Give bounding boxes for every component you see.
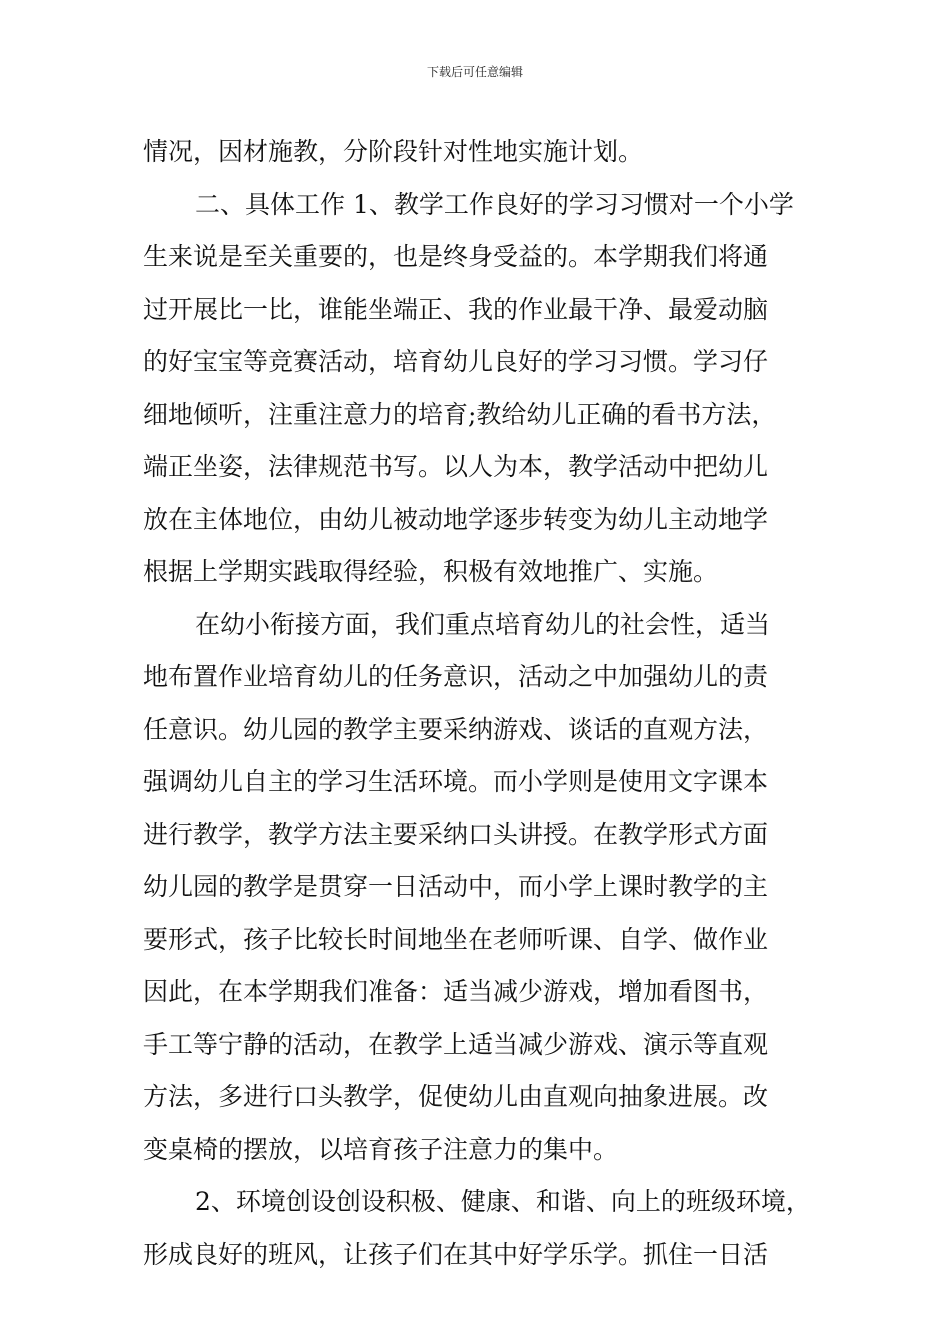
text-line: 细地倾听，注重注意力的培育;教给幼儿正确的看书方法， — [143, 399, 777, 429]
text-line: 强调幼儿自主的学习生活环境。而小学则是使用文字课本 — [143, 767, 769, 796]
text-line: 端正坐姿，法律规范书写。以人为本，教学活动中把幼儿 — [143, 452, 769, 481]
text-line: 变桌椅的摆放，以培育孩子注意力的集中。 — [143, 1134, 619, 1164]
text-line: 方法，多进行口头教学，促使幼儿由直观向抽象进展。改 — [143, 1082, 769, 1111]
text-line: 幼儿园的教学是贯穿一日活动中，而小学上课时教学的主 — [143, 872, 769, 901]
text-line: 的好宝宝等竞赛活动，培育幼儿良好的学习习惯。学习仔 — [143, 347, 769, 376]
text-line: 手工等宁静的活动，在教学上适当减少游戏、演示等直观 — [143, 1029, 769, 1059]
text-line: 放在主体地位，由幼儿被动地学逐步转变为幼儿主动地学 — [143, 504, 769, 534]
text-line: 在幼小衔接方面，我们重点培育幼儿的社会性，适当 — [195, 609, 771, 639]
text-line: 地布置作业培育幼儿的任务意识，活动之中加强幼儿的责 — [143, 662, 769, 691]
text-line: 生来说是至关重要的，也是终身受益的。本学期我们将通 — [143, 242, 769, 271]
text-line: 要形式，孩子比较长时间地坐在老师听课、自学、做作业 — [143, 924, 769, 954]
text-line: 二、具体工作 1、教学工作良好的学习习惯对一个小学 — [195, 189, 794, 219]
text-line: 任意识。幼儿园的教学主要采纳游戏、谈话的直观方法， — [143, 714, 769, 744]
text-line: 过开展比一比，谁能坐端正、我的作业最干净、最爱动脑 — [143, 294, 769, 324]
text-line: 进行教学，教学方法主要采纳口头讲授。在教学形式方面 — [143, 819, 769, 849]
text-line: 情况，因材施教，分阶段针对性地实施计划。 — [143, 137, 644, 166]
text-line: 2、环境创设创设积极、健康、和谐、向上的班级环境， — [195, 1187, 811, 1216]
text-line: 根据上学期实践取得经验，积极有效地推广、实施。 — [143, 557, 719, 586]
page-header: 下载后可任意编辑 — [426, 65, 523, 79]
text-line: 形成良好的班风，让孩子们在其中好学乐学。抓住一日活 — [143, 1239, 769, 1269]
text-line: 因此，在本学期我们准备：适当减少游戏，增加看图书， — [143, 977, 769, 1006]
document-body — [143, 126, 833, 1281]
